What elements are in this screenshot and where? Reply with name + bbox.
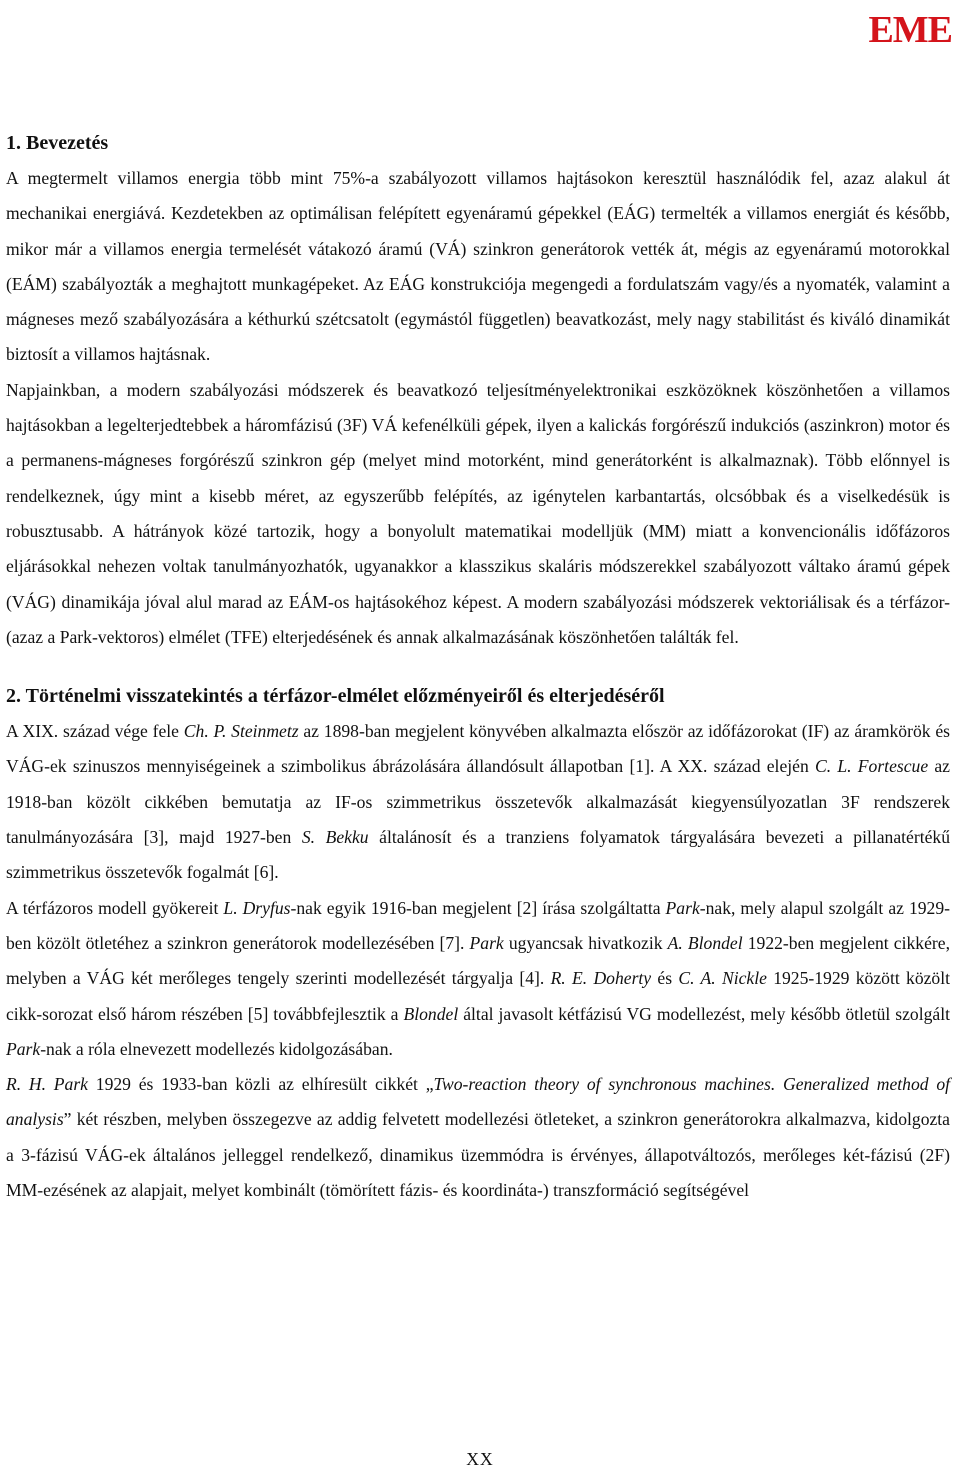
- section-2-paragraph-1: A XIX. század vége fele Ch. P. Steinmetz az 1898-ban megjelent könyvében alkalmazta először az időfázorokat (IF) az áramkörök és VÁG-ek szinuszos mennyiségeinek a szimbolikus ábrázolására állandósult állapotban [1]. A XX. század elején C. L. Fortescue az 1918-ban közölt cikkében bemutatja az IF-os szimmetrikus összetevők alkalmazását kiegyensúlyozatlan 3F rendszerek tanulmányozására [3], majd 1927-ben S. Bekku általánosít és a tranziens folyamatok tárgyalására bevezeti a pillanatértékű szimmetrikus összetevők fogalmát [6].: [6, 721, 950, 883]
- author-name: R. H. Park: [6, 1074, 88, 1095]
- section-1-paragraph-1: A megtermelt villamos energia több mint 75%-a szabályozott villamos hajtásokon keresztül használódik fel, azaz alakul át mechanikai energiává. Kezdetekben az optimálisan felépített egyenáramú gépekkel (EÁG) termelték a villamos energiát és később, mikor már a villamos energia termelését vátakozó áramú (VÁ) szinkron generátorok vették át, mégis az egyenáramú motorokkal (EÁM) szabályozták a meghajtott munkagépeket. Az EÁG konstrukciója megengedi a fordulatszám vagy/és a nyomaték, valamint a mágneses mező szabályozására a kéthurkú szétcsatolt (egymástól független) beavatkozást, mely nagy stabilitást és kiváló dinamikát biztosít a villamos hajtásnak.: [6, 168, 950, 365]
- section-2-paragraph-2: A térfázoros modell gyökereit L. Dryfus-nak egyik 1916-ban megjelent [2] írása szolgáltatta Park-nak, mely alapul szolgált az 1929-ben közölt ötletéhez a szinkron generátorok modellezésében [7]. Park ugyancsak hivatkozik A. Blondel 1922-ben megjelent cikkére, melyben a VÁG két merőleges tengely szerinti modellezését tárgyalja [4]. R. E. Doherty és C. A. Nickle 1925-1929 között közölt cikk-sorozat első három részében [5] továbbfejlesztik a Blondel által javasolt kétfázisú VG modellezést, mely később ötletül szolgált Park-nak a róla elnevezett modellezés kidolgozásában.: [6, 897, 951, 1059]
- section-2-heading: 2. Történelmi visszatekintés a térfázor-elmélet előzményeiről és elterjedéséről: [6, 685, 665, 708]
- eme-logo: EME: [868, 9, 952, 51]
- author-name: Blondel: [403, 1003, 459, 1024]
- author-name: A. Blondel: [667, 932, 743, 953]
- document-body: [6, 125, 950, 1208]
- author-name: Park: [665, 897, 700, 918]
- author-name: Ch. P. Steinmetz: [183, 721, 299, 742]
- author-name: L. Dryfus: [223, 897, 291, 918]
- author-name: Park: [469, 932, 504, 953]
- author-name: R. E. Doherty: [550, 968, 652, 989]
- article-title: Two-reaction theory of synchronous machines. Generalized method of analysis: [6, 1074, 951, 1130]
- section-1-paragraph-2: Napjainkban, a modern szabályozási módszerek és beavatkozó teljesítményelektronikai eszközöknek köszönhetően a villamos hajtásokban a legelterjedtebbek a háromfázisú (3F) VÁ kefenélküli gépek, ilyen a kalickás forgórészű indukciós (aszinkron) motor és a permanens-mágneses forgórészű szinkron gép (melyet mind motorként, mind generátorként is alkalmaznak). Több előnnyel is rendelkeznek, úgy mint a kisebb méret, az egyszerűbb felépítés, az igénytelen karbantartás, olcsóbbak és a viselkedésük is robusztusabb. A hátrányok közé tartozik, hogy a bonyolult matematikai modelljük (MM) miatt a konvencionális időfázoros eljárásokkal nehezen voltak tanulmányozhatók, ugyanakkor a klasszikus skaláris módszerekkel szabályozott váltako áramú gépek (VÁG) dinamikája jóval alul marad az EÁM-os hajtásokéhoz képest. A modern szabályozási módszerek vektoriálisak és a térfázor- (azaz a Park-vektoros) elmélet (TFE) elterjedésének és annak alkalmazásának köszönhetően találták fel.: [6, 379, 950, 647]
- author-name: Park: [6, 1038, 41, 1059]
- author-name: S. Bekku: [301, 827, 369, 848]
- section-2-paragraph-3: R. H. Park 1929 és 1933-ban közli az elhíresült cikkét „Two-reaction theory of synchronous machines. Generalized method of analysis” két részben, melyben összegezve az addig felvetett modellezési ötleteket, a szinkron generátorokra alkalmazva, kidolgozta a 3-fázisú VÁG-ek általános jelleggel rendelkező, dinamikus üzemmódra is érvényes, állapotváltozós, merőleges két-fázisú (2F) MM-ezésének az alapjait, melyet kombinált (tömörített fázis- és koordináta-) transzformáció segítségével: [6, 1074, 951, 1201]
- author-name: C. L. Fortescue: [815, 756, 929, 777]
- page-number: XX: [466, 1449, 494, 1469]
- section-1-heading: 1. Bevezetés: [6, 132, 109, 154]
- author-name: C. A. Nickle: [678, 968, 767, 989]
